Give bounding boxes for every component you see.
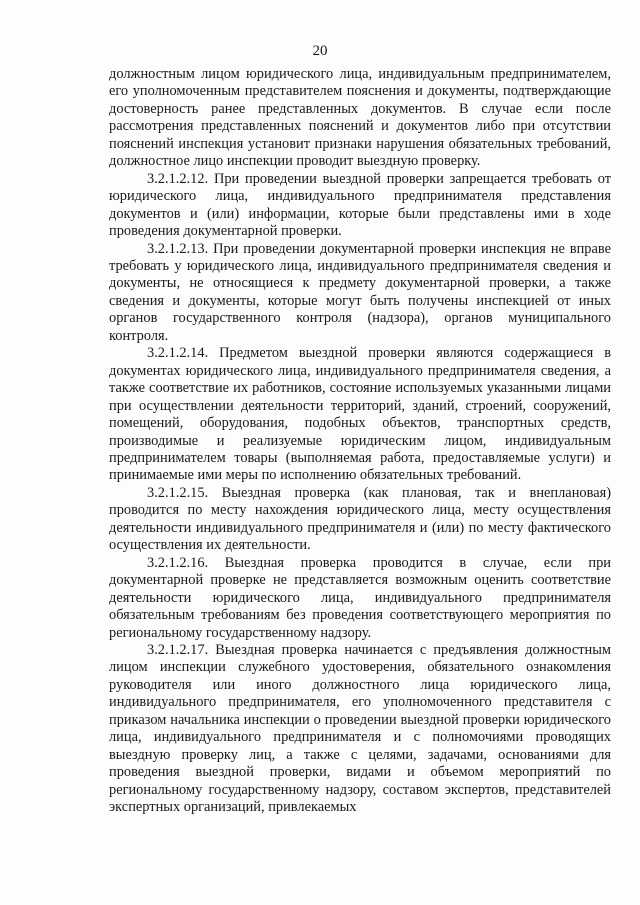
paragraph-3-2-1-2-15: 3.2.1.2.15. Выездная проверка (как плановая, так и внеплановая) проводится по месту нахождения юридического лица, месту осуществления деятельности индивидуального предпринимателя и (или) по месту фактического осуществления их деятельности. [109,484,611,554]
document-body [109,66,611,816]
page-number: 20 [312,43,328,59]
paragraph-3-2-1-2-12: 3.2.1.2.12. При проведении выездной проверки запрещается требовать от юридического лица, индивидуального предпринимателя представления документов и (или) информации, которые были представлены ими в ходе проведения документарной проверки. [109,170,611,240]
paragraph-3-2-1-2-13: 3.2.1.2.13. При проведении документарной проверки инспекция не вправе требовать у юридического лица, индивидуального предпринимателя сведения и документы, не относящиеся к предмету документарной проверки, а также сведения и документы, которые могут быть получены инспекцией от иных органов государственного контроля (надзора), органов муниципального контроля. [109,240,611,344]
paragraph-3-2-1-2-16: 3.2.1.2.16. Выездная проверка проводится в случае, если при документарной проверке не представляется возможным оценить соответствие деятельности юридического лица, индивидуального предпринимателя обязательным требованиям без проведения соответствующего мероприятия по региональному государственному надзору. [109,554,611,641]
paragraph-3-2-1-2-17: 3.2.1.2.17. Выездная проверка начинается с предъявления должностным лицом инспекции служебного удостоверения, обязательного ознакомления руководителя или иного должностного лица юридического лица, индивидуального предпринимателя, его уполномоченного представителя с приказом начальника инспекции о проведении выездной проверки юридического лица, индивидуального предпринимателя и с полномочиями проводящих выездную проверку лиц, а также с целями, задачами, основаниями для проведения выездной проверки, видами и объемом мероприятий по региональному государственному надзору, составом экспертов, представителей экспертных организаций, привлекаемых [109,641,611,816]
paragraph-continuation: должностным лицом юридического лица, индивидуальным предпринимателем, его уполномоченным представителем пояснения и документы, подтверждающие достоверность ранее представленных документов. В случае если после рассмотрения представленных пояснений и документов либо при отсутствии пояснений инспекция установит признаки нарушения обязательных требований, должностное лицо инспекции проводит выездную проверку. [109,66,611,170]
paragraph-3-2-1-2-14: 3.2.1.2.14. Предметом выездной проверки являются содержащиеся в документах юридического лица, индивидуального предпринимателя сведения, а также соответствие их работников, состояние используемых указанными лицами при осуществлении деятельности территорий, зданий, строений, сооружений, помещений, оборудования, подобных объектов, транспортных средств, производимые и реализуемые юридическим лицом, индивидуальным предпринимателем товары (выполняемая работа, предоставляемые услуги) и принимаемые ими меры по исполнению обязательных требований. [109,345,611,484]
